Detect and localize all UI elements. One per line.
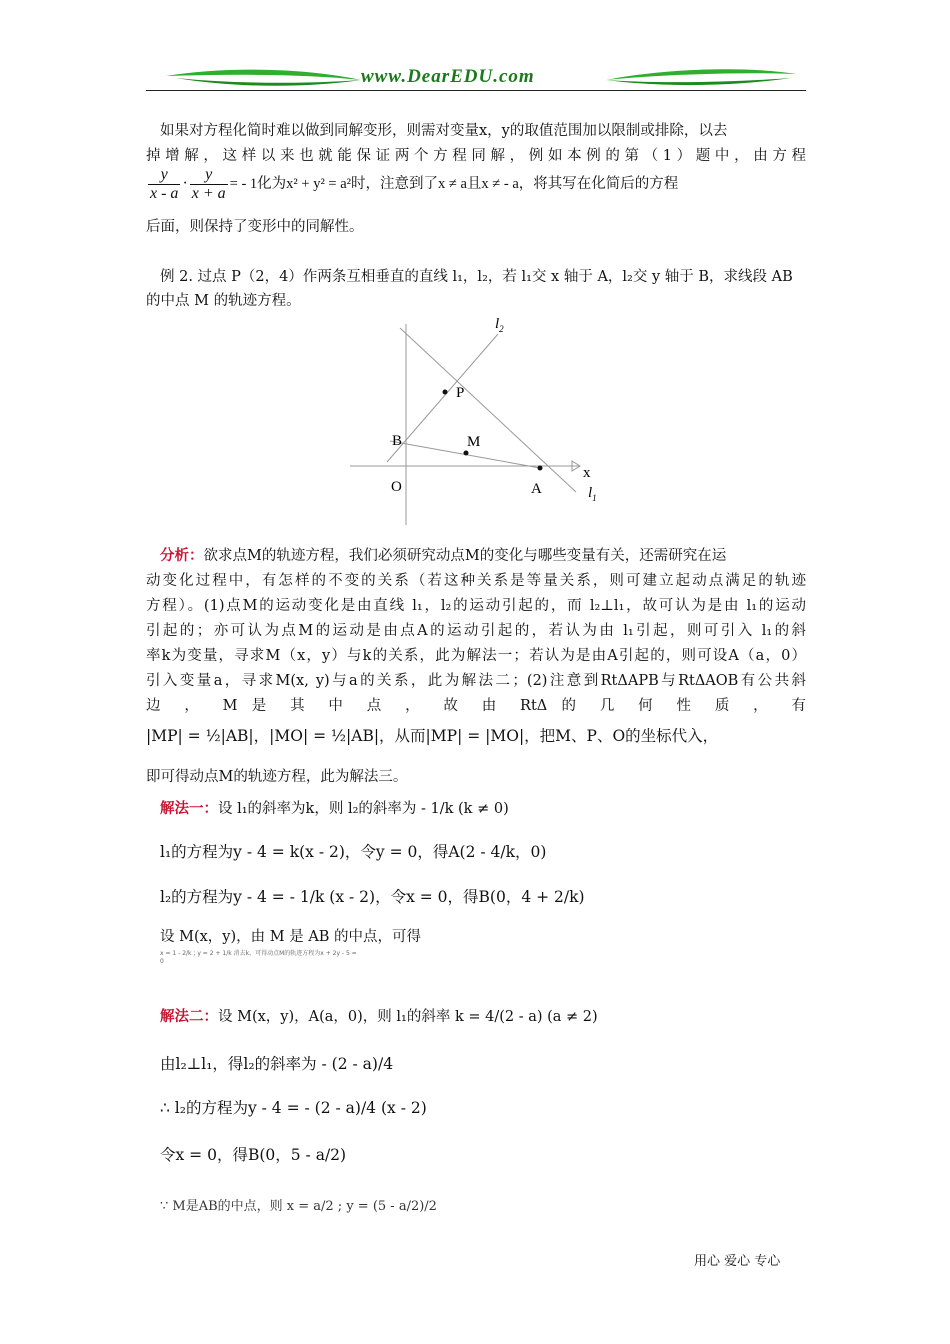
- eq-dot: ·: [182, 175, 188, 193]
- analysis-line6: 引入变量a，寻求M(x, y)与a的关系，此为解法二；(2)注意到RtΔAPB与RtΔAOB有公共斜: [146, 673, 806, 689]
- line-l2: [387, 334, 498, 462]
- solution1-tiny-system: x = 1 - 2/k ; y = 2 + 1/k 消去k，可得动点M的轨迹方程为x + 2y - 5 = 0: [160, 950, 357, 965]
- line-l1: [400, 328, 576, 492]
- solution1-l2-equation: l₂的方程为y - 4 = - 1/k (x - 2)，令x = 0，得B(0，4 + 2/k): [160, 888, 585, 906]
- para1-line4: 后面，则保持了变形中的同解性。: [146, 219, 364, 235]
- eq-tail: = - 1化为x² + y² = a²时，注意到了x ≠ a且x ≠ - a，将其写在化简后的方程: [229, 176, 679, 193]
- point-P: [443, 390, 448, 395]
- label-O: O: [391, 479, 402, 495]
- analysis-label: 分析：: [160, 547, 204, 564]
- solution1-label: 解法一：: [160, 800, 218, 817]
- label-P: P: [456, 385, 465, 401]
- para1-line1: 如果对方程化简时难以做到同解变形，则需对变量x，y的取值范围加以限制或排除，以去: [160, 123, 728, 139]
- header-rule: [146, 90, 806, 91]
- logo-text: www.DearEDU.com: [361, 66, 535, 87]
- label-x: x: [583, 465, 591, 481]
- solution2-text: 设 M(x，y)，A(a，0)，则 l₁的斜率 k = 4/(2 - a) (a ≠ 2): [218, 1009, 598, 1025]
- label-A: A: [531, 481, 542, 497]
- analysis-eq8: |MP| = ½|AB|，|MO| = ½|AB|，从而|MP| = |MO|，把M、P、O的坐标代入，: [146, 727, 719, 745]
- label-B: B: [392, 433, 403, 449]
- eq-num1: y: [148, 166, 180, 185]
- solution2-midpoint: ∵ M是AB的中点，则 x = a/2 ; y = (5 - a/2)/2: [160, 1199, 437, 1214]
- solution2-l2-equation: ∴ l₂的方程为y - 4 = - (2 - a)/4 (x - 2): [160, 1099, 427, 1117]
- analysis-line9: 即可得动点M的轨迹方程，此为解法三。: [146, 769, 408, 785]
- solution1-line1: [160, 797, 820, 821]
- solution2-label: 解法二：: [160, 1008, 218, 1025]
- geometry-figure: [340, 310, 620, 530]
- analysis-line3: 方程）。(1)点M的运动变化是由直线 l₁，l₂的运动引起的，而 l₂⊥l₁，故可认为是由 l₁的运动: [146, 598, 806, 614]
- label-l1: $l_1$: [588, 485, 597, 503]
- analysis-line5: 率k为变量，寻求M（x，y）与k的关系，此为解法一；若认为是由A引起的，则可设A（a，0）: [146, 648, 806, 664]
- point-M: [464, 451, 469, 456]
- page-footer: 用心 爱心 专心: [694, 1254, 781, 1269]
- solution2-point-B: 令x = 0，得B(0，5 - a/2): [160, 1146, 347, 1164]
- para1-equation: [146, 166, 678, 203]
- label-M: M: [467, 434, 481, 450]
- analysis-line2: 动变化过程中，有怎样的不变的关系（若这种关系是等量关系，则可建立起动点满足的轨迹: [146, 573, 806, 589]
- point-A: [538, 466, 543, 471]
- example-line1: 例 2. 过点 P（2，4）作两条互相垂直的直线 l₁，l₂，若 l₁交 x 轴于 A，l₂交 y 轴于 B，求线段 AB: [160, 269, 793, 285]
- solution1-midpoint: 设 M(x，y)，由 M 是 AB 的中点，可得: [160, 929, 422, 945]
- solution2-line1: [160, 1005, 820, 1029]
- eq-den1: x - a: [150, 185, 179, 202]
- solution1-l1-equation: l₁的方程为y - 4 = k(x - 2)，令y = 0，得A(2 - 4/k，0): [160, 843, 547, 861]
- analysis-line4: 引起的；亦可认为点M的运动是由点A的运动引起的，若认为由 l₁引起，则可引入 l₁的斜: [146, 623, 806, 639]
- analysis-text1: 欲求点M的轨迹方程，我们必须研究动点M的变化与哪些变量有关，还需研究在运: [203, 548, 727, 564]
- para1-line2: 掉增解，这样以来也就能保证两个方程同解，例如本例的第（1）题中，由方程: [146, 148, 806, 164]
- solution2-slope: 由l₂⊥l₁，得l₂的斜率为 - (2 - a)/4: [160, 1055, 394, 1073]
- example-line2: 的中点 M 的轨迹方程。: [146, 293, 301, 309]
- eq-num2: y: [190, 166, 228, 185]
- eq-den2: x + a: [191, 185, 226, 202]
- label-l2: $l_2$: [495, 316, 504, 334]
- analysis-line7: 边 ， M 是 其 中 点 ， 故 由 RtΔ 的 几 何 性 质 ， 有: [146, 698, 806, 714]
- analysis-line1: [146, 544, 806, 568]
- solution1-text: 设 l₁的斜率为k，则 l₂的斜率为 - 1/k (k ≠ 0): [218, 801, 509, 817]
